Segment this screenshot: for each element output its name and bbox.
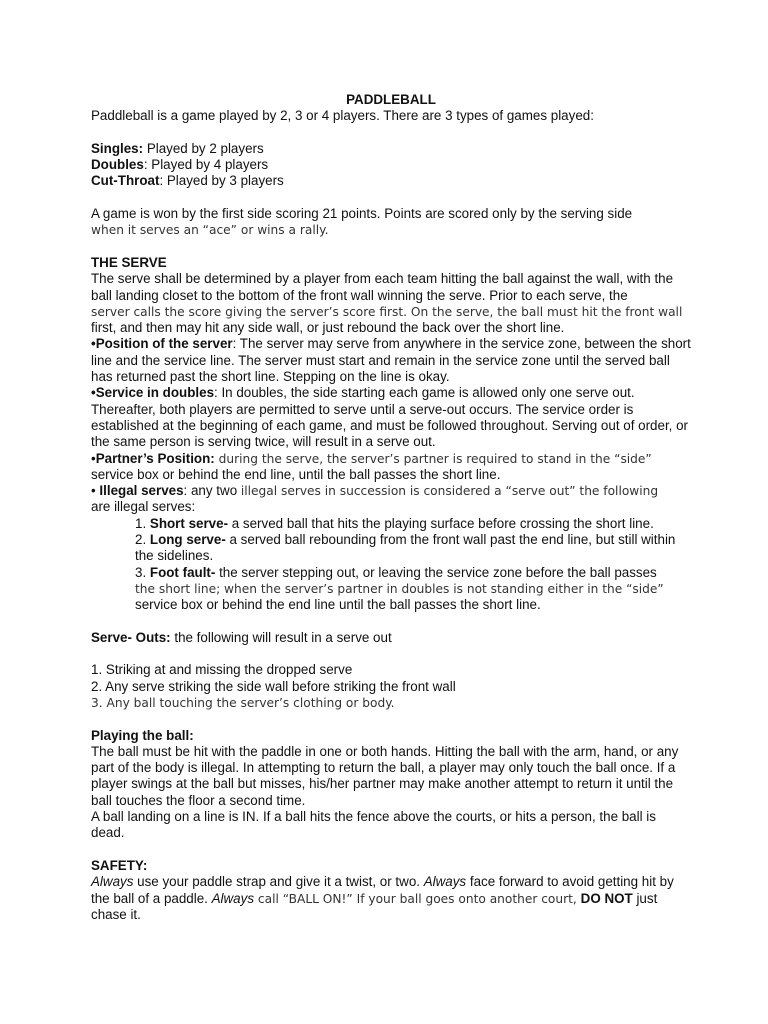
partners-position-cont: service box or behind the end line, until the ball passes the short line. xyxy=(91,466,501,482)
document-page xyxy=(91,92,691,923)
list-item: 1. Short serve- a served ball that hits the playing surface before crossing the short line. xyxy=(135,515,654,531)
list-item: 1. Striking at and missing the dropped serve xyxy=(91,662,353,678)
list-item-cont: the short line; when the server’s partner in doubles is not standing either in the “side” xyxy=(135,581,664,596)
list-item: 3. Foot fault- the server stepping out, or leaving the service zone before the ball passes xyxy=(135,564,657,580)
partners-position: •Partner’s Position: during the serve, the server’s partner is required to stand in the “side” xyxy=(91,450,652,466)
game-type-cut-throat: Cut-Throat: Played by 3 players xyxy=(91,173,284,189)
list-item: 3. Any ball touching the server’s clothing or body. xyxy=(91,695,395,710)
serve-paragraph-c: first, and then may hit any side wall, or just rebound the back over the short line. xyxy=(91,320,565,336)
safety-heading: SAFETY: xyxy=(91,857,148,873)
list-item: 2. Long serve- a served ball rebounding from the front wall past the end line, but still within the sidelines. xyxy=(135,532,676,564)
playing-paragraph-2: A ball landing on a line is IN. If a ball hits the fence above the courts, or hits a person, the ball is dead. xyxy=(91,809,656,841)
playing-heading: Playing the ball: xyxy=(91,727,194,743)
game-type-doubles: Doubles: Played by 4 players xyxy=(91,157,269,173)
playing-paragraph-1: The ball must be hit with the paddle in one or both hands. Hitting the ball with the arm, hand, or any part of the body is illegal. In attempting to return the ball, a player may only touch the ball once. If a player swings at the ball but misses, his/her partner may make another attempt to return it until the ball touches the floor a second time. xyxy=(91,743,679,808)
serve-outs-heading: Serve- Outs: the following will result in a serve out xyxy=(91,629,392,645)
serve-paragraph-b: server calls the score giving the server’s score first. On the serve, the ball must hit the front wall xyxy=(91,304,683,319)
serve-paragraph-a: The serve shall be determined by a player from each team hitting the ball against the wall, with the ball landing closet to the bottom of the front wall winning the serve. Prior to each serve, the xyxy=(91,271,674,303)
document-title: PADDLEBALL xyxy=(346,92,436,107)
illegal-serves-list xyxy=(91,516,691,614)
intro-paragraph: Paddleball is a game played by 2, 3 or 4 players. There are 3 types of games played: xyxy=(91,108,594,124)
illegal-serves: • Illegal serves: any two illegal serves in succession is considered a “serve out” the following xyxy=(91,483,659,499)
list-item-cont: service box or behind the end line until the ball passes the short line. xyxy=(135,597,541,613)
list-item: 2. Any serve striking the side wall before striking the front wall xyxy=(91,678,456,694)
safety-paragraph: Always use your paddle strap and give it a twist, or two. Always face forward to avoid getting hit by the ball of a paddle. Always call “BALL ON!” If your ball goes onto another court, DO NOT just chase it. xyxy=(91,874,674,922)
win-paragraph-line1: A game is won by the first side scoring 21 points. Points are scored only by the serving side xyxy=(91,206,633,222)
win-paragraph-line2: when it serves an “ace” or wins a rally. xyxy=(91,223,329,238)
game-type-singles: Singles: Played by 2 players xyxy=(91,140,264,156)
serve-heading: THE SERVE xyxy=(91,254,167,270)
position-of-server: •Position of the server: The server may serve from anywhere in the service zone, between the short line and the service line. The server must start and remain in the service zone until the served ball has returned past the short line. Stepping on the line is okay. xyxy=(91,336,691,385)
service-in-doubles: •Service in doubles: In doubles, the side starting each game is allowed only one serve out. Thereafter, both players are permitted to serve until a serve-out occurs. The service order is established at the beginning of each game, and must be followed throughout. Serving out of order, or the same person is serving twice, will result in a serve out. xyxy=(91,385,689,450)
illegal-serves-cont: are illegal serves: xyxy=(91,499,196,515)
